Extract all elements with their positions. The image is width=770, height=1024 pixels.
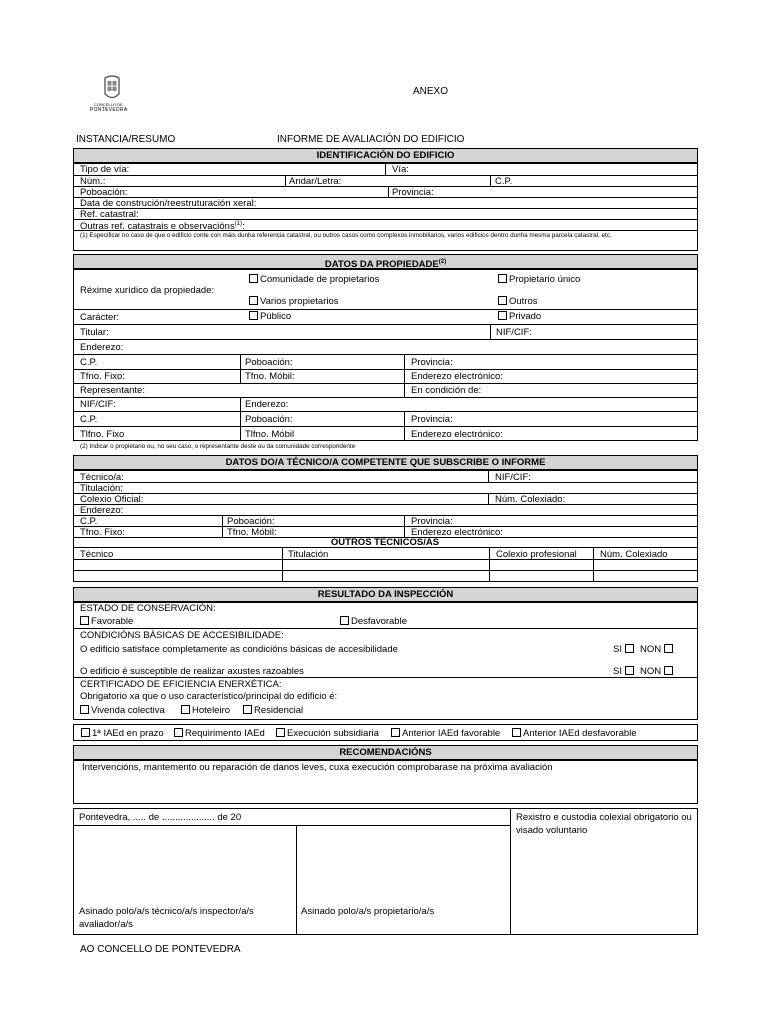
tfno-mobil-label: Tfno. Móbil: (227, 527, 277, 538)
titular-label: Titular: (80, 327, 109, 338)
provincia-label: Provincia: (392, 187, 434, 198)
col-tecnico: Técnico (80, 549, 114, 560)
section-propiedade-header: DATOS DA PROPIEDADE$^{(2)}$ (73, 254, 698, 269)
logo-line1: CONCELLO DE (94, 102, 123, 107)
residencial-checkbox[interactable] (243, 705, 252, 714)
footnote-1: (1) Especificar no caso de que o edificio conte con máis dunha referencia catastral, ou outros casos como complexos inmobiliarios, varios edificios dentro dunha mesma parcela catastral, etc. (80, 232, 612, 239)
andar-label: Andar/Letra: (289, 176, 342, 187)
cp2-label: C.P. (80, 414, 98, 425)
comunidade-checkbox[interactable] (249, 274, 258, 283)
outros-option[interactable]: Outros (498, 296, 538, 307)
anterior-desfav-checkbox[interactable] (512, 728, 521, 737)
data-construcion-label: Data de construción/reestruturación xeral: (80, 198, 257, 209)
acc-q1-si-checkbox[interactable] (625, 644, 634, 653)
requirimento-checkbox[interactable] (174, 728, 183, 737)
obrigatorio-label: Obrigatorio xa que o uso característico/principal do edificio é: (80, 691, 338, 702)
vivenda-checkbox[interactable] (80, 705, 89, 714)
provincia-label: Provincia: (411, 357, 453, 368)
acc-q2-non[interactable]: NON (640, 666, 675, 677)
tipo-via-label: Tipo de vía: (80, 164, 130, 175)
addressee: AO CONCELLO DE PONTEVEDRA (80, 944, 241, 955)
publico-checkbox[interactable] (249, 311, 258, 320)
iaed-prazo-checkbox[interactable] (81, 728, 90, 737)
via-label: Vía: (392, 164, 409, 175)
annex-title: ANEXO (413, 86, 449, 97)
tlfno-fixo-label: Tlfno. Fixo (80, 429, 125, 440)
vivenda-option[interactable]: Vivenda colectiva (80, 705, 165, 716)
varios-option[interactable]: Varios propietarios (249, 296, 339, 307)
execucion-checkbox[interactable] (276, 728, 285, 737)
caracter-label: Carácter: (80, 312, 120, 323)
residencial-option[interactable]: Residencial (243, 705, 303, 716)
privado-option[interactable]: Privado (498, 311, 541, 322)
provincia-label: Provincia: (411, 516, 453, 527)
tfno-fixo-label: Tfno. Fixo: (80, 527, 125, 538)
poboacion-label: Poboación: (227, 516, 275, 527)
outros-tecnicos-title: OUTROS TÉCNICOS/AS (330, 537, 440, 548)
recomendacions-text: Intervencións, mantemento ou reparación de danos leves, cuxa execución comprobarase na próxima avaliación (82, 762, 553, 773)
propietario-unico-checkbox[interactable] (498, 274, 507, 283)
accesibilidade-q2: O edificio é susceptible de realizar axustes razoables (80, 666, 304, 677)
favorable-checkbox[interactable] (80, 616, 89, 625)
anterior-desfav-option[interactable]: Anterior IAEd desfavorable (512, 728, 637, 739)
email2-label: Enderezo electrónico: (411, 429, 503, 440)
num-label: Núm.: (80, 176, 106, 187)
report-title: INFORME DE AVALIACIÓN DO EDIFICIO (277, 134, 465, 145)
place-date: Pontevedra, ..... de .................... de 20 (79, 812, 242, 823)
sign-technician-label: Asinado polo/a/s técnico/a/s inspector/a/s avaliador/a/s (79, 906, 254, 930)
outras-ref-label: Outras ref. catastrais e observacións$^{(1)}$: (80, 221, 245, 233)
poboacion2-label: Poboación: (245, 414, 293, 425)
certificado-label: CERTIFICADO DE EFICIENCIA ENERXÉTICA: (80, 679, 282, 690)
execucion-option[interactable]: Execución subsidiaria (276, 728, 379, 739)
accesibilidade-label: CONDICIÓNS BÁSICAS DE ACCESIBILIDADE: (80, 630, 284, 641)
cp-label: C.P. (495, 176, 513, 187)
en-condicion-label: En condición de: (411, 385, 482, 396)
col-num: Núm. Colexiado (600, 549, 668, 560)
col-colexio: Colexio profesional (496, 549, 577, 560)
representante-label: Representante: (80, 385, 145, 396)
desfavorable-checkbox[interactable] (340, 616, 349, 625)
outros-checkbox[interactable] (498, 296, 507, 305)
estado-label: ESTADO DE CONSERVACIÓN: (80, 603, 216, 614)
cp-label: C.P. (80, 516, 98, 527)
propietario-unico-option[interactable]: Propietario único (498, 274, 580, 285)
acc-q1-non[interactable]: NON (640, 644, 675, 655)
num-colexiado-label: Núm. Colexiado: (495, 494, 566, 505)
enderezo-label: Enderezo: (80, 505, 124, 516)
poboacion-label: Poboación: (245, 357, 293, 368)
section-tecnico-header: DATOS DO/A TÉCNICO/A COMPETENTE QUE SUBSCRIBE O INFORME (73, 455, 698, 470)
section-identificacion-header: IDENTIFICACIÓN DO EDIFICIO (73, 148, 698, 163)
titulacion-label: Titulación: (80, 483, 123, 494)
provincia2-label: Provincia: (411, 414, 453, 425)
regime-label: Réxime xurídico da propiedade: (80, 285, 215, 296)
privado-checkbox[interactable] (498, 311, 507, 320)
tecnico-label: Técnico/a: (80, 472, 124, 483)
enderezo2-label: Enderezo: (245, 399, 289, 410)
acc-q2-si-checkbox[interactable] (625, 666, 634, 675)
form-type-label: INSTANCIA/RESUMO (76, 134, 176, 145)
acc-q2-non-checkbox[interactable] (664, 666, 673, 675)
email-label: Enderezo electrónico: (411, 527, 503, 538)
enderezo-label: Enderezo: (80, 342, 124, 353)
sign-owner-label: Asinado polo/a/s propietario/a/s (301, 906, 435, 917)
col-titulacion: Titulación (288, 549, 329, 560)
acc-q1-non-checkbox[interactable] (664, 644, 673, 653)
section-resultado-header: RESULTADO DA INSPECCIÓN (73, 587, 698, 602)
tfno-mobil-label: Tfno. Móbil: (245, 371, 295, 382)
desfavorable-option[interactable]: Desfavorable (340, 616, 407, 627)
accesibilidade-q1: O edificio satisface completamente as condicións básicas de accesibilidade (80, 644, 398, 655)
requirimento-option[interactable]: Requirimento IAEd (174, 728, 265, 739)
publico-option[interactable]: Público (249, 311, 291, 322)
acc-q2-si[interactable]: SI (613, 666, 636, 677)
tlfno-mobil-label: Tlfno. Móbil (245, 429, 295, 440)
email-label: Enderezo electrónico: (411, 371, 503, 382)
cp-label: C.P. (80, 357, 98, 368)
tfno-fixo-label: Tfno. Fixo: (80, 371, 125, 382)
comunidade-option[interactable]: Comunidade de propietarios (249, 274, 379, 285)
favorable-option[interactable]: Favorable (80, 616, 133, 627)
logo-line2: PONTEVEDRA (90, 107, 128, 113)
nif2-label: NIF/CIF: (80, 399, 116, 410)
nif-label: NIF/CIF: (495, 472, 531, 483)
nif-label: NIF/CIF: (496, 327, 532, 338)
registry-note: Rexistro e custodia colexial obrigatorio ou visado voluntario (516, 812, 692, 836)
hoteleiro-checkbox[interactable] (181, 705, 190, 714)
anterior-fav-option[interactable]: Anterior IAEd favorable (391, 728, 500, 739)
anterior-fav-checkbox[interactable] (391, 728, 400, 737)
section-recomendacions-header: RECOMENDACIÓNS (73, 745, 698, 760)
hoteleiro-option[interactable]: Hoteleiro (181, 705, 230, 716)
iaed-prazo-option[interactable]: 1ª IAEd en prazo (81, 728, 164, 739)
ref-catastral-label: Ref. catastral: (80, 209, 139, 220)
colexio-label: Colexio Oficial: (80, 494, 144, 505)
varios-checkbox[interactable] (249, 296, 258, 305)
poboacion-label: Poboación: (80, 187, 128, 198)
acc-q1-si[interactable]: SI (613, 644, 636, 655)
footnote-2: (2) Indicar o propietario ou, no seu caso, o representante deste ou da comunidade correspondente (80, 443, 356, 450)
